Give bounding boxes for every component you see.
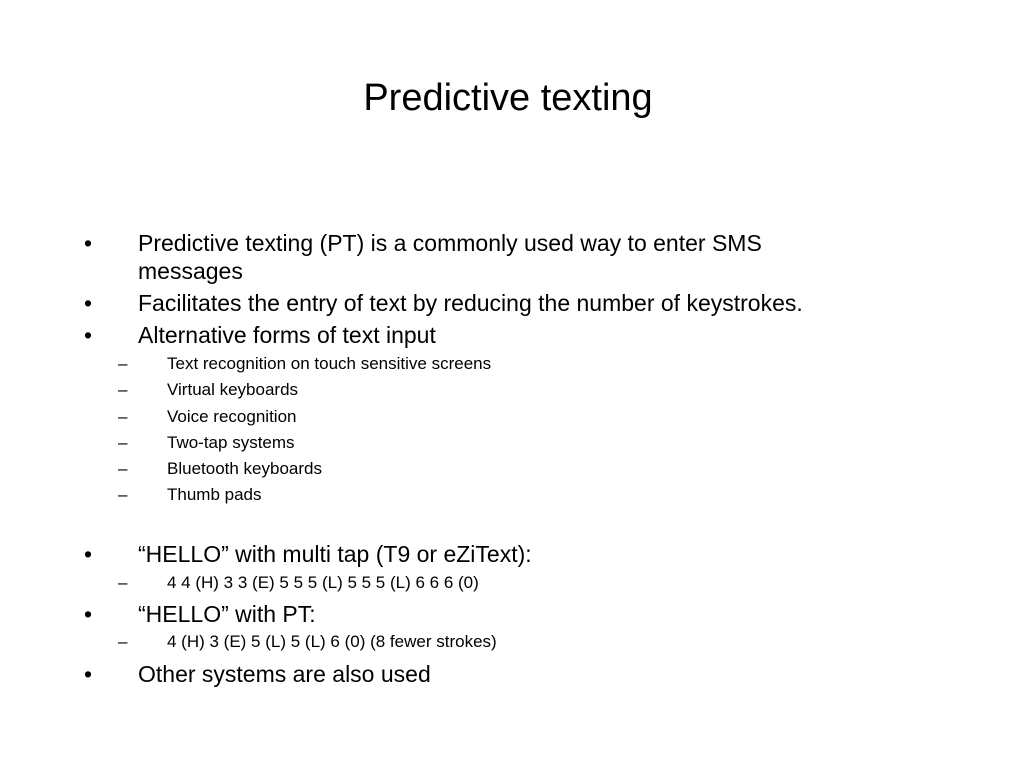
bullet-text: messages: [138, 258, 243, 284]
sub-bullet-marker: –: [118, 632, 128, 651]
bullet-marker: •: [84, 541, 93, 567]
sub-bullet-text: Thumb pads: [167, 485, 262, 504]
sub-bullet-marker: –: [118, 485, 128, 504]
bullet-marker: •: [84, 230, 93, 256]
bullet-marker: •: [84, 290, 93, 316]
sub-bullet-marker: –: [118, 380, 128, 399]
bullet-marker: •: [84, 322, 93, 348]
bullet-text: Facilitates the entry of text by reducing the number of keystrokes.: [138, 290, 803, 316]
sub-bullet-marker: –: [118, 407, 128, 426]
bullet-text: “HELLO” with PT:: [138, 601, 316, 627]
sub-bullet-text: 4 (H) 3 (E) 5 (L) 5 (L) 6 (0) (8 fewer strokes): [167, 632, 497, 651]
sub-bullet-text: Bluetooth keyboards: [167, 459, 322, 478]
bullet-text: Other systems are also used: [138, 661, 431, 687]
bullet-marker: •: [84, 601, 93, 627]
sub-bullet-text: Virtual keyboards: [167, 380, 299, 399]
sub-bullet-marker: –: [118, 573, 128, 592]
bullet-marker: •: [84, 661, 93, 687]
sub-bullet-marker: –: [118, 459, 128, 478]
sub-bullet-text: Text recognition on touch sensitive screens: [167, 354, 492, 373]
bullet-text: Predictive texting (PT) is a commonly used way to enter SMS: [138, 230, 762, 256]
slide-title: Predictive texting: [363, 77, 653, 119]
sub-bullet-text: Voice recognition: [167, 407, 297, 426]
sub-bullet-text: 4 4 (H) 3 3 (E) 5 5 5 (L) 5 5 5 (L) 6 6 6 (0): [167, 573, 479, 592]
sub-bullet-marker: –: [118, 354, 128, 373]
bullet-text: “HELLO” with multi tap (T9 or eZiText):: [138, 541, 532, 567]
sub-bullet-marker: –: [118, 433, 128, 452]
sub-bullet-text: Two-tap systems: [167, 433, 295, 452]
bullet-text: Alternative forms of text input: [138, 322, 436, 348]
